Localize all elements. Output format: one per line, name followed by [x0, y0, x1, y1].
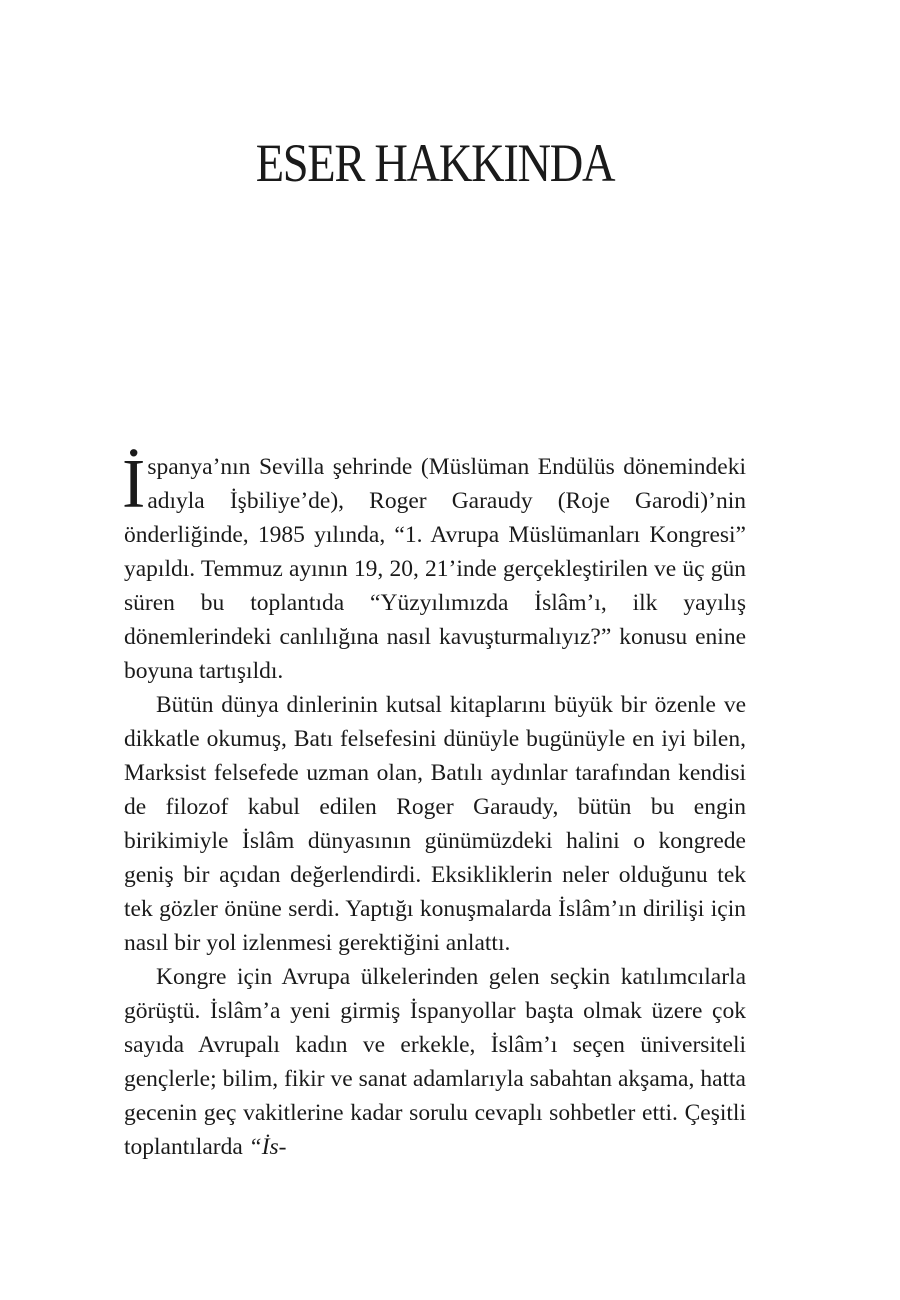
paragraph	[124, 688, 746, 960]
paragraph-text: Bütün dünya dinlerinin kutsal kitaplarını büyük bir özenle ve dikkatle okumuş, Batı felsefesini dünüyle bugünüyle en iyi bilen, Marksist felsefede uzman olan, Batılı aydınlar tarafından kendisi de filozof kabul edilen Roger Garaudy, bütün bu engin birikimiyle İslâm dünyasının günümüzdeki halini o kongrede geniş bir açıdan değerlendirdi. Eksikliklerin neler olduğunu tek tek gözler önüne serdi. Yaptığı konuşmalarda İslâm’ın dirilişi için nasıl bir yol izlenmesi gerektiğini anlattı.	[124, 692, 746, 956]
paragraph	[124, 960, 746, 1164]
chapter-title: ESER HAKKINDA	[255, 133, 615, 193]
italic-quote-start: “İs-	[248, 1134, 287, 1160]
drop-cap: İ	[122, 446, 146, 523]
body-text	[122, 446, 746, 1164]
paragraph-text: spanya’nın Sevilla şehrinde (Müslüman Endülüs dönemindeki adıyla İşbiliye’de), Roger Garaudy (Roje Garodi)’nin önderliğinde, 1985 yılında, “1. Avrupa Müslümanları Kongresi” yapıldı. Temmuz ayının 19, 20, 21’inde gerçekleştirilen ve üç gün süren bu toplantıda “Yüzyılımızda İslâm’ı, ilk yayılış dönemlerindeki canlılığına nasıl kavuşturmalıyız?” konusu enine boyuna tartışıldı.	[124, 454, 746, 684]
paragraph	[122, 446, 746, 688]
paragraph-text: Kongre için Avrupa ülkelerinden gelen seçkin katılımcılarla görüştü. İslâm’a yeni girmiş İspanyollar başta olmak üzere çok sayıda Avrupalı kadın ve erkekle, İslâm’ı seçen üniversiteli gençlerle; bilim, fikir ve sanat adamlarıyla sabahtan akşama, hatta gecenin geç vakitlerine kadar sorulu cevaplı sohbetler etti. Çeşitli toplantılarda	[124, 964, 746, 1160]
